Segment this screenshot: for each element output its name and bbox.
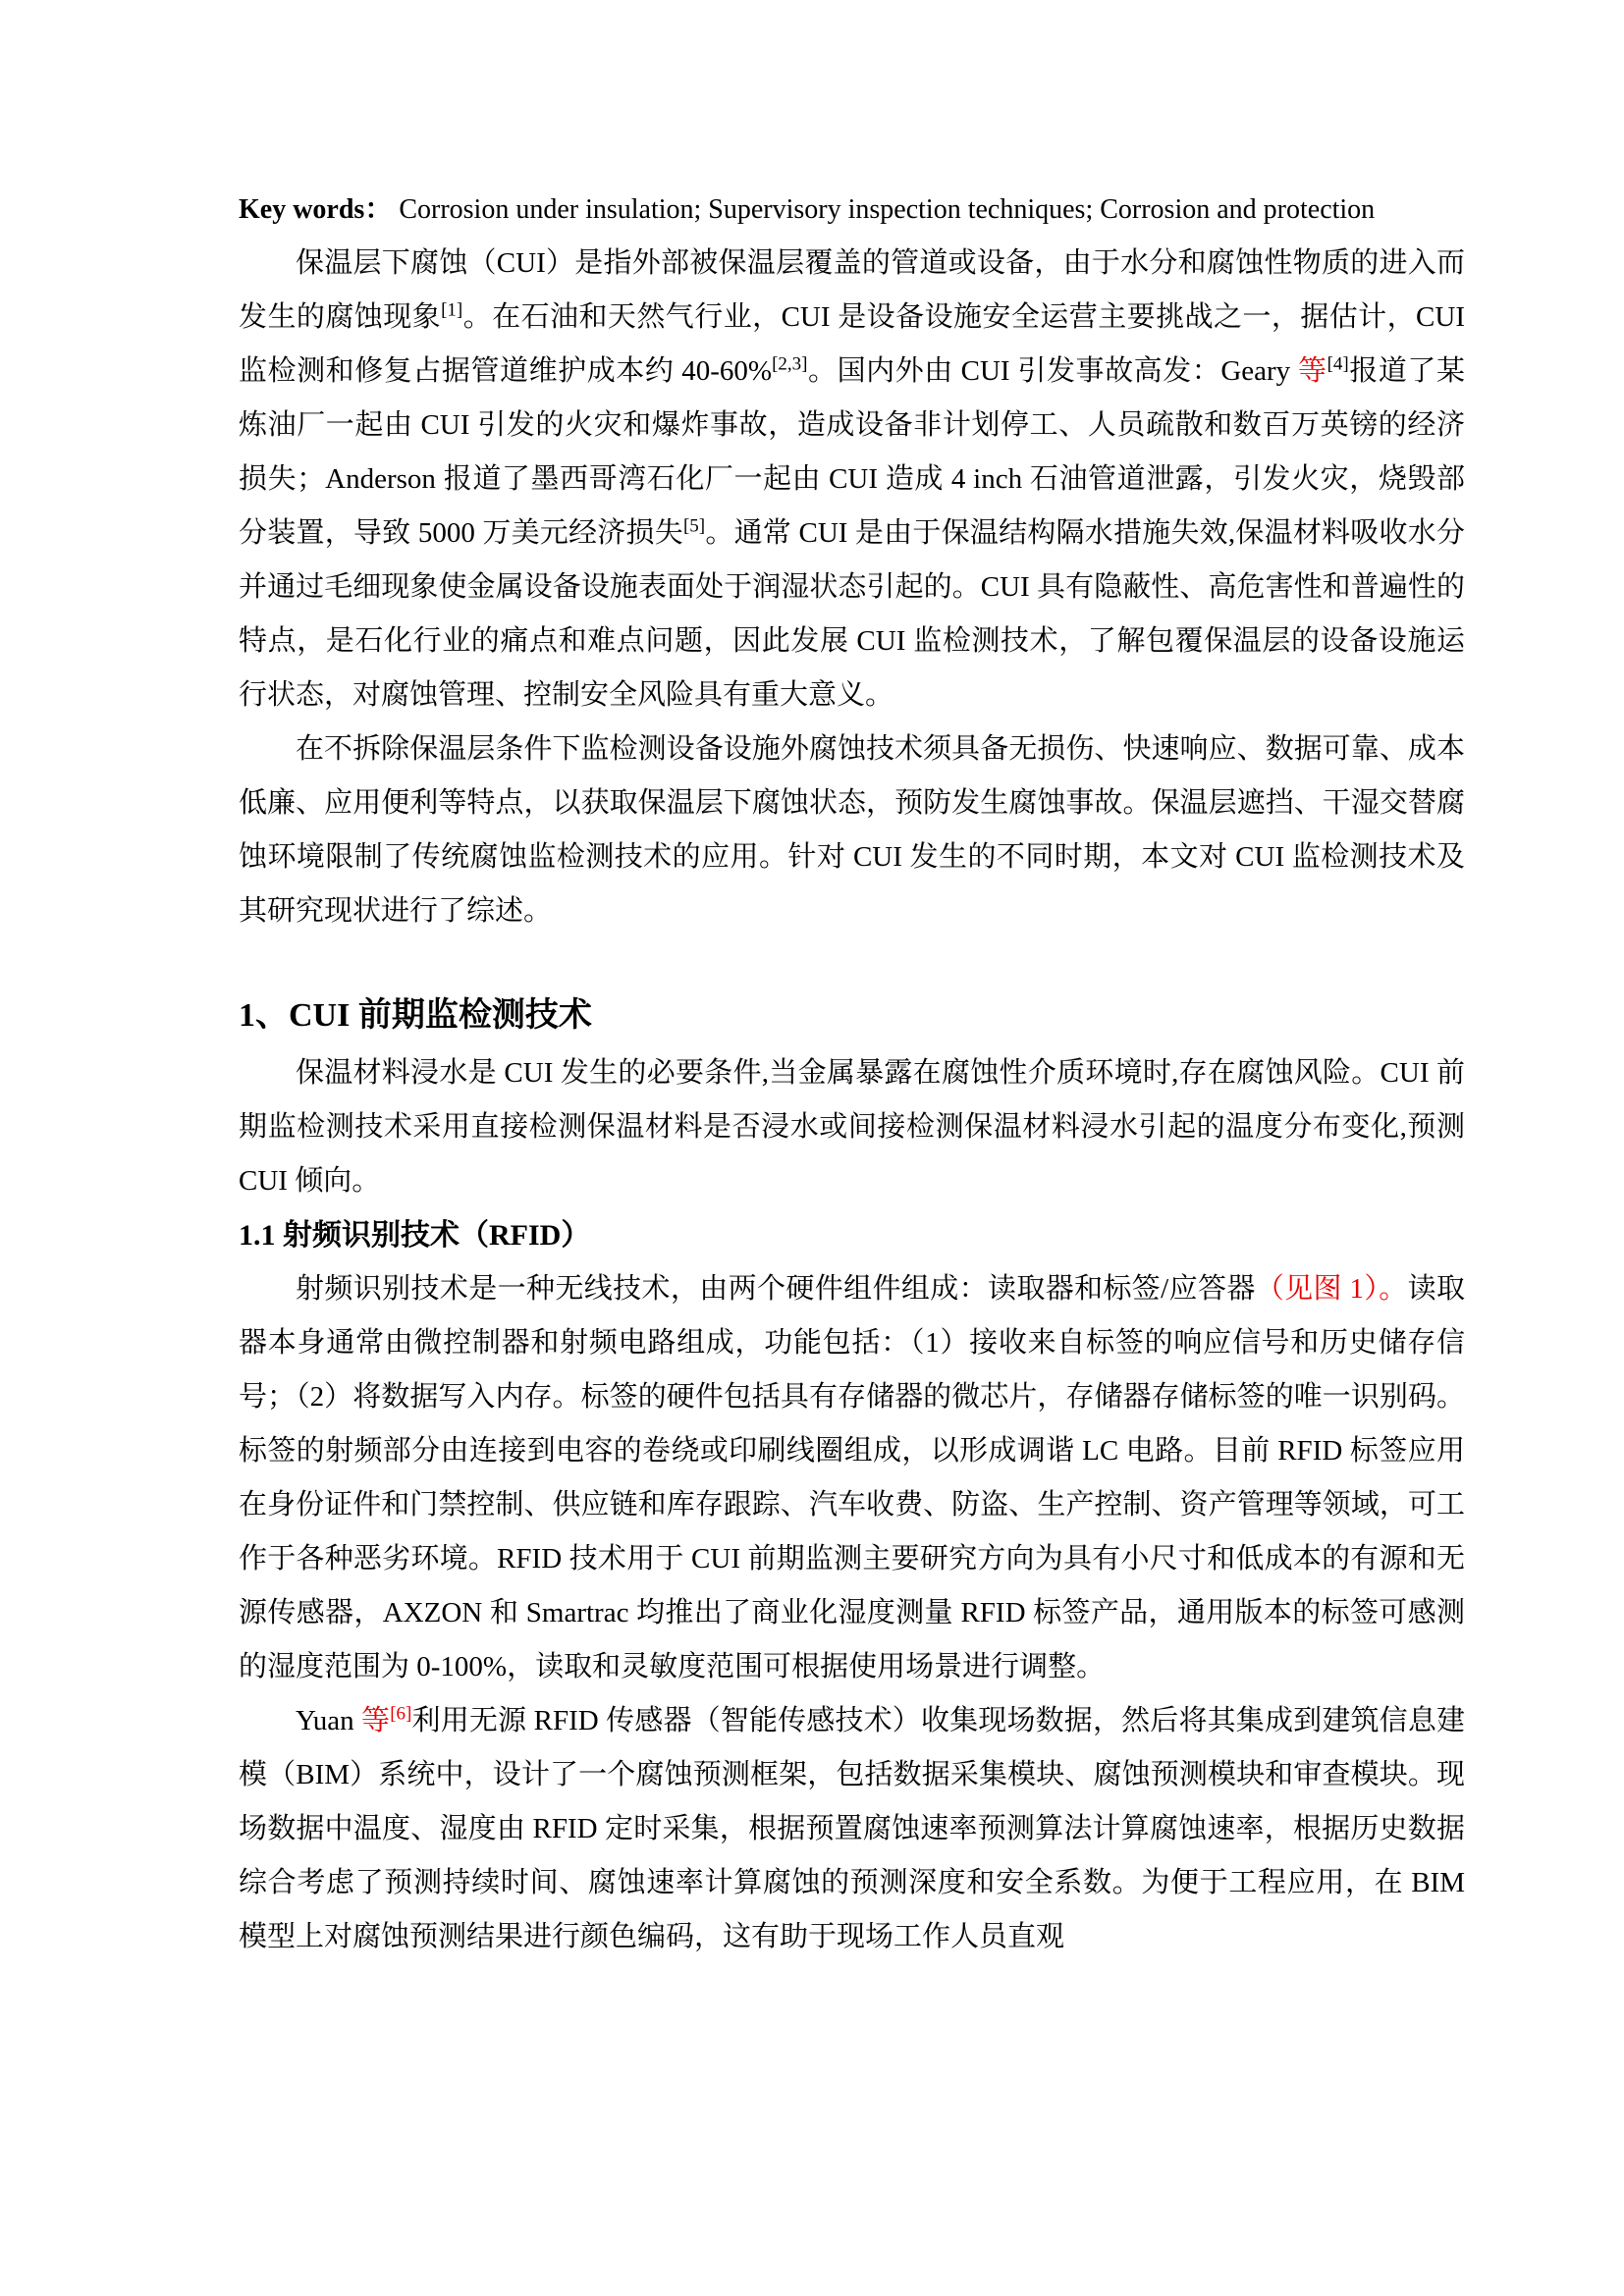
- citation-marker-2-3: [2,3]: [772, 353, 808, 375]
- keywords-label: Key words：: [239, 194, 393, 225]
- text-run: 。在石油和天然气行业，CUI 是设备设施安全运营主要挑战之一，据估计，CUI 监检测和修复占据管道维护成本约 40-60%: [239, 301, 1465, 387]
- keywords-value: Corrosion under insulation; Supervisory inspection techniques; Corrosion and protection: [392, 194, 1376, 225]
- text-run: 读取器本身通常由微控制器和射频电路组成，功能包括：（1）接收来自标签的响应信号和历史储存信号；（2）将数据写入内存。标签的硬件包括具有存储器的微芯片，存储器存储标签的唯一识别码。标签的射频部分由连接到电容的卷绕或印刷线圈组成，以形成调谐 LC 电路。目前 RFID 标签应用在身份证件和门禁控制、供应链和库存跟踪、汽车收费、防盗、生产控制、资产管理等领域，可工作于各种恶劣环境。RFID 技术用于 CUI 前期监测主要研究方向为具有小尺寸和低成本的有源和无源传感器，AXZON 和 Smartrac 均推出了商业化湿度测量 RFID 标签产品，通用版本的标签可感测的湿度范围为 0-100%，读取和灵敏度范围可根据使用场景进行调整。: [239, 1273, 1465, 1682]
- section-heading-1-1: 1.1 射频识别技术（RFID）: [239, 1219, 591, 1252]
- citation-marker-6: [6]: [390, 1703, 412, 1725]
- citation-marker-1: [1]: [441, 299, 463, 321]
- figure-1-reference: （见图 1）。: [1255, 1273, 1408, 1305]
- section-heading-1: 1、CUI 前期监检测技术: [239, 997, 592, 1034]
- paragraph-cui-intro: [239, 237, 1465, 722]
- red-revision-text: 等: [361, 1705, 391, 1736]
- text-run: 在不拆除保温层条件下监检测设备设施外腐蚀技术须具备无损伤、快速响应、数据可靠、成本低廉、应用便利等特点，以获取保温层下腐蚀状态，预防发生腐蚀事故。保温层遮挡、干湿交替腐蚀环境限制了传统腐蚀监检测技术的应用。针对 CUI 发生的不同时期，本文对 CUI 监检测技术及其研究现状进行了综述。: [239, 733, 1465, 927]
- citation-marker-4: [4]: [1326, 353, 1349, 375]
- text-run: 保温层下腐蚀（CUI）是指外部被保温层覆盖的管道或设备，由于水分和腐蚀性物质的进入而发生的腐蚀现象: [239, 247, 1465, 333]
- text-column: [239, 183, 1465, 1964]
- keywords-line: [239, 183, 1465, 237]
- paragraph-yuan-bim: [239, 1694, 1465, 1964]
- text-run: 。国内外由 CUI 引发事故高发：Geary: [807, 355, 1298, 387]
- text-run: Yuan: [296, 1705, 362, 1736]
- paragraph-rfid-description: [239, 1262, 1465, 1694]
- red-revision-text: 等: [1298, 355, 1327, 387]
- text-run: 利用无源 RFID 传感器（智能传感技术）收集现场数据，然后将其集成到建筑信息建模（BIM）系统中，设计了一个腐蚀预测框架，包括数据采集模块、腐蚀预测模块和审查模块。现场数据中温度、湿度由 RFID 定时采集，根据预置腐蚀速率预测算法计算腐蚀速率，根据历史数据综合考虑了预测持续时间、腐蚀速率计算腐蚀的预测深度和安全系数。为便于工程应用，在 BIM 模型上对腐蚀预测结果进行颜色编码，这有助于现场工作人员直观: [239, 1705, 1465, 1952]
- text-run: 报道了某炼油厂一起由 CUI 引发的火灾和爆炸事故，造成设备非计划停工、人员疏散和数百万英镑的经济损失；Anderson 报道了墨西哥湾石化厂一起由 CUI 造成 4 inch 石油管道泄露，引发火灾，烧毁部分装置，导致 5000 万美元经济损失: [239, 355, 1465, 549]
- citation-marker-5: [5]: [682, 515, 706, 537]
- paragraph-detection-requirements: [239, 722, 1465, 938]
- paragraph-early-detection: [239, 1046, 1465, 1208]
- text-run: 射频识别技术是一种无线技术，由两个硬件组件组成：读取器和标签/应答器: [296, 1273, 1256, 1305]
- text-run: 。通常 CUI 是由于保温结构隔水措施失效,保温材料吸收水分并通过毛细现象使金属设备设施表面处于润湿状态引起的。CUI 具有隐蔽性、高危害性和普遍性的特点，是石化行业的痛点和难点问题，因此发展 CUI 监检测技术，了解包覆保温层的设备设施运行状态，对腐蚀管理、控制安全风险具有重大意义。: [239, 517, 1465, 711]
- text-run: 保温材料浸水是 CUI 发生的必要条件,当金属暴露在腐蚀性介质环境时,存在腐蚀风险。CUI 前期监检测技术采用直接检测保温材料是否浸水或间接检测保温材料浸水引起的温度分布变化,预测 CUI 倾向。: [239, 1057, 1465, 1197]
